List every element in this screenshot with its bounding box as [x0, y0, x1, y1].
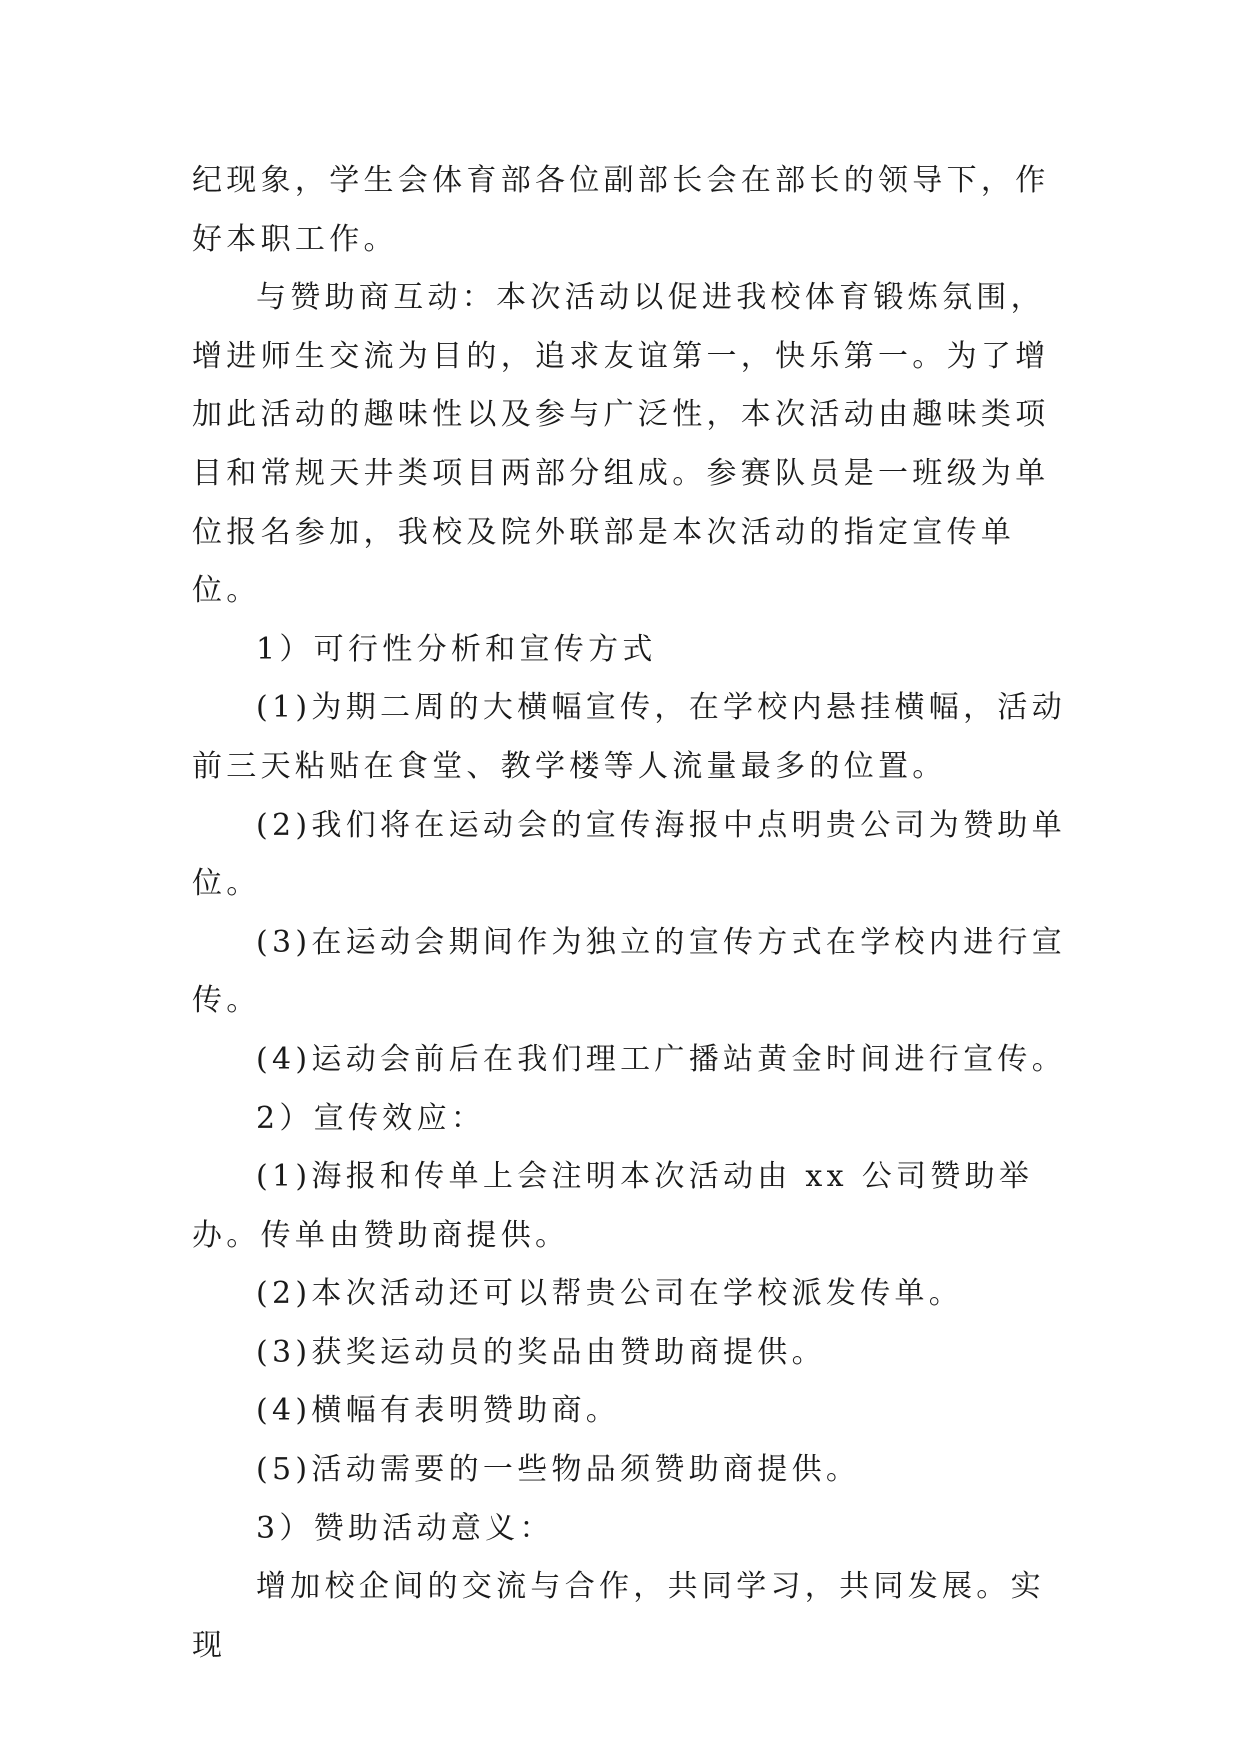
document-body — [192, 152, 1072, 1675]
list-item: (2)本次活动还可以帮贵公司在学校派发传单。 — [256, 1276, 964, 1312]
list-item: (1)海报和传单上会注明本次活动由 xx 公司赞助举办。传单由赞助商提供。 — [192, 1159, 1034, 1253]
section-heading: 3）赞助活动意义： — [256, 1510, 554, 1546]
list-item: (3)获奖运动员的奖品由赞助商提供。 — [256, 1334, 826, 1370]
list-item: (5)活动需要的一些物品须赞助商提供。 — [256, 1452, 861, 1488]
section-heading: 2）宣传效应： — [256, 1100, 486, 1136]
paragraph: 增加校企间的交流与合作，共同学习，共同发展。实现 — [192, 1569, 1045, 1663]
section-heading: 1）可行性分析和宣传方式 — [256, 631, 657, 667]
paragraph: 纪现象，学生会体育部各位副部长会在部长的领导下，作好本职工作。 — [192, 163, 1050, 257]
list-item: (3)在运动会期间作为独立的宣传方式在学校内进行宣传。 — [192, 924, 1066, 1019]
list-item: (4)横幅有表明赞助商。 — [256, 1393, 621, 1429]
list-item: (1)为期二周的大横幅宣传，在学校内悬挂横幅，活动前三天粘贴在食堂、教学楼等人流量最多的位置。 — [192, 690, 1066, 784]
paragraph: 与赞助商互动：本次活动以促进我校体育锻炼氛围，增进师生交流为目的，追求友谊第一，快乐第一。为了增加此活动的趣味性以及参与广泛性，本次活动由趣味类项目和常规天井类项目两部分组成。参赛队员是一班级为单位报名参加，我校及院外联部是本次活动的指定宣传单位。 — [192, 280, 1050, 609]
list-item: (2)我们将在运动会的宣传海报中点明贵公司为赞助单位。 — [192, 807, 1066, 902]
list-item: (4)运动会前后在我们理工广播站黄金时间进行宣传。 — [256, 1041, 1066, 1077]
